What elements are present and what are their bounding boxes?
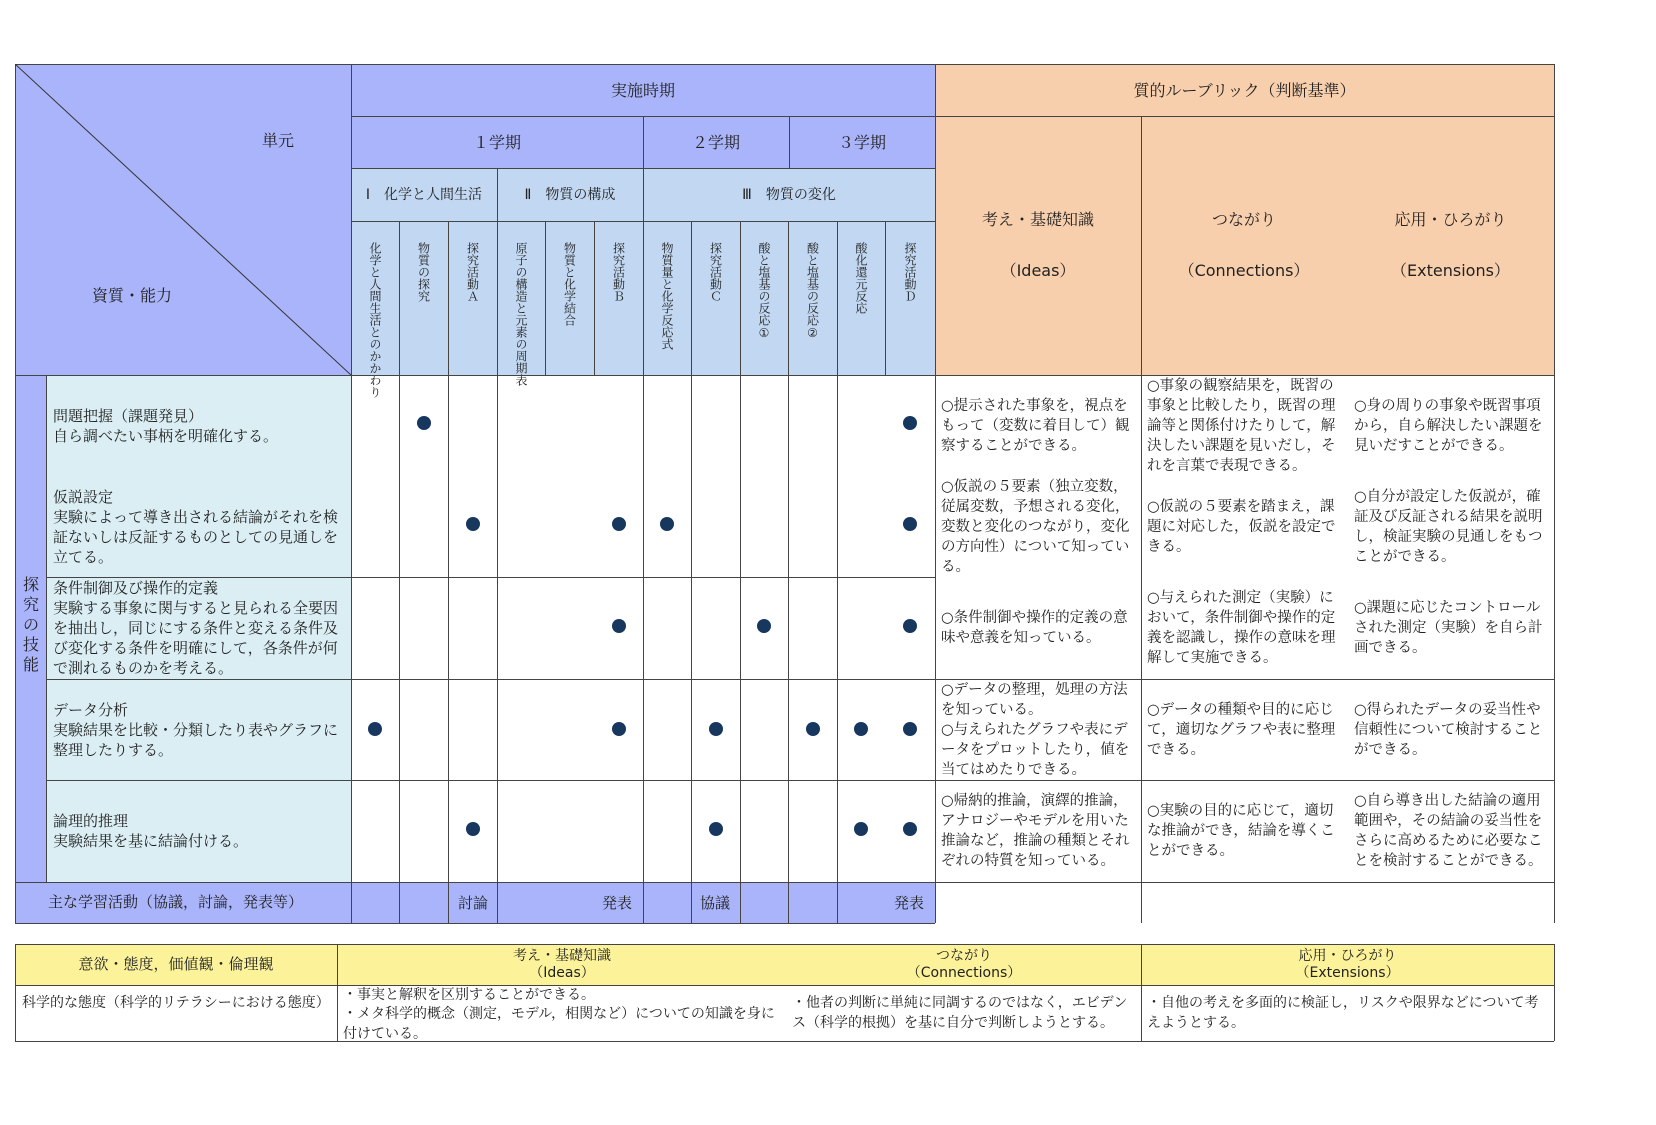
- unit-1: Ⅰ 化学と人間生活: [351, 168, 497, 221]
- dot-marker: [417, 416, 431, 430]
- topic-label: 物質と化学結合: [562, 242, 577, 326]
- grid-line: [351, 116, 1554, 117]
- topic-label: 物質量と化学反応式: [660, 242, 674, 350]
- grid-line: [46, 375, 47, 882]
- skill-title: データ分析: [53, 700, 129, 719]
- dot-marker: [612, 517, 626, 531]
- dot-marker: [854, 822, 868, 836]
- rubric-col-connections: つながり （Connections）: [1178, 210, 1310, 280]
- rubric-connections: ○データの種類や目的に応じて，適切なグラフや表に整理できる。: [1147, 701, 1336, 758]
- rubric-connections: ○事象の観察結果を，既習の事象と比較したり，既習の理論等と関係付けたりして，解決したい課題を見いだし，それを言葉で表現できる。: [1147, 378, 1336, 474]
- topic-label: 探究活動Ｃ: [708, 242, 723, 302]
- grid-line: [643, 375, 644, 923]
- topic-label: 探究活動Ｄ: [903, 242, 917, 302]
- grid-line: [15, 923, 935, 924]
- attitude-ext: ・自他の考えを多面的に検証し，リスクや限界などについて考えようとする。: [1147, 995, 1539, 1031]
- grid-line: [837, 375, 838, 923]
- topic-label: 原子の構造と元素の周期表: [514, 242, 528, 386]
- unit-3: Ⅲ 物質の変化: [643, 168, 935, 221]
- ability-label: 資質・能力: [92, 286, 173, 305]
- term-1: １学期: [351, 116, 643, 168]
- rubric-ideas: ○仮説の５要素（独立変数，従属変数，予想される変化，変数と変化のつながり，変化の方向性）について知っている。: [941, 479, 1130, 575]
- grid-line: [789, 116, 790, 168]
- dot-marker: [368, 722, 382, 736]
- period-header: 実施時期: [351, 64, 935, 116]
- grid-line: [1141, 116, 1142, 923]
- grid-line: [935, 64, 936, 923]
- grid-line: [691, 375, 692, 923]
- grid-line: [837, 221, 838, 375]
- term-2: ２学期: [643, 116, 789, 168]
- rubric-extensions: ○身の周りの事象や既習事項から，自ら解決したい課題を見いだすことができる。: [1354, 398, 1543, 454]
- skill-desc: 自ら調べたい事柄を明確化する。: [53, 427, 279, 445]
- skill-desc: 実験結果を比較・分類したり表やグラフに整理したりする。: [53, 720, 339, 759]
- activity-presentation-d: 発表: [894, 894, 925, 912]
- skill-title: 仮説設定: [53, 488, 114, 506]
- term-3: ３学期: [789, 116, 935, 168]
- skill-row-desc: [53, 679, 347, 780]
- grid-line: [545, 221, 546, 375]
- skill-row-desc: [53, 780, 347, 882]
- grid-line: [643, 116, 644, 375]
- dot-marker: [466, 822, 480, 836]
- grid-line: [740, 375, 741, 923]
- dot-marker: [612, 722, 626, 736]
- grid-line: [15, 1041, 1554, 1042]
- skill-desc: 実験結果を基に結論付ける。: [53, 832, 249, 850]
- topic-label: 化学と人間生活とのかかわり: [368, 242, 382, 398]
- grid-line: [15, 944, 1554, 945]
- grid-line: [594, 221, 595, 375]
- dot-marker: [903, 517, 917, 531]
- grid-line: [337, 944, 338, 1041]
- attitude-conn: ・他者の判断に単純に同調するのではなく，エビデンス（科学的根拠）を基に自分で判断しようとする。: [792, 995, 1128, 1031]
- dot-marker: [466, 517, 480, 531]
- grid-line: [399, 375, 400, 923]
- unit-label: 単元: [262, 131, 295, 150]
- dot-marker: [709, 722, 723, 736]
- activity-presentation-b: 発表: [602, 894, 633, 912]
- grid-line: [46, 577, 935, 578]
- skill-row-desc: [53, 375, 347, 477]
- topic-label: 酸と塩基の反応①: [757, 242, 771, 340]
- skill-row-desc: [53, 577, 347, 679]
- dot-marker: [903, 619, 917, 633]
- grid-line: [1554, 64, 1555, 923]
- dot-marker: [854, 722, 868, 736]
- skill-title: 論理的推理: [53, 812, 129, 830]
- dot-marker: [612, 619, 626, 633]
- grid-line: [15, 944, 16, 1041]
- corner-diagonal: [15, 64, 351, 375]
- topic-label: 物質の探究: [416, 242, 431, 302]
- topic-label: 酸化還元反応: [854, 242, 868, 314]
- grid-line: [691, 221, 692, 375]
- grid-line: [885, 221, 886, 375]
- attitude-ideas-1: ・事実と解釈を区別することができる。: [343, 987, 595, 1003]
- grid-line: [1554, 944, 1555, 1041]
- dot-marker: [903, 722, 917, 736]
- grid-line: [46, 679, 1554, 680]
- activity-debate: 討論: [458, 894, 489, 912]
- rubric-ideas: ○データの整理，処理の方法を知っている。 ○与えられたグラフや表にデータをプロットしたり，値を当てはめたりできる。: [941, 681, 1130, 778]
- attitude-head: 意欲・態度，価値観・倫理観: [78, 955, 274, 973]
- grid-line: [1141, 944, 1142, 1041]
- grid-line: [448, 375, 449, 923]
- topic-label: 探究活動Ｂ: [611, 242, 626, 302]
- rubric-extensions: ○得られたデータの妥当性や信頼性について検討することができる。: [1354, 701, 1543, 758]
- rubric-extensions: ○自分が設定した仮説が，確証及び反証される結果を説明し，検証実験の見通しをもつことができる。: [1354, 489, 1543, 565]
- unit-2: Ⅱ 物質の構成: [497, 168, 643, 221]
- grid-line: [788, 375, 789, 923]
- skill-title: 条件制御及び操作的定義: [53, 579, 219, 597]
- topic-label: 探究活動Ａ: [465, 242, 480, 302]
- dot-marker: [903, 822, 917, 836]
- dot-marker: [709, 822, 723, 836]
- grid-line: [351, 64, 352, 923]
- grid-line: [15, 882, 1554, 883]
- rubric-connections: ○与えられた測定（実験）において，条件制御や操作的定義を認識し，操作の意味を理解して実施できる。: [1147, 590, 1336, 666]
- activity-discussion: 協議: [700, 894, 731, 912]
- grid-line: [46, 780, 1554, 781]
- attitude-ideas-2: ・メタ科学的概念（測定，モデル，相関など）についての知識を身に付けている。: [343, 1006, 775, 1042]
- dot-marker: [903, 416, 917, 430]
- rubric-header: 質的ルーブリック（判断基準）: [935, 64, 1554, 116]
- skill-group-label: 探究の技能: [22, 575, 39, 674]
- rubric-ideas: ○帰納的推論，演繹的推論，アナロジーやモデルを用いた推論など，推論の種類とそれぞれの特質を知っている。: [941, 793, 1130, 869]
- skill-title: 問題把握（課題発見）: [53, 407, 204, 425]
- grid-line: [740, 221, 741, 375]
- skill-desc: 実験によって導き出される結論がそれを検証ないしは反証するものとしての見通しを立てる。: [53, 508, 339, 566]
- dot-marker: [660, 517, 674, 531]
- grid-line: [497, 375, 498, 923]
- rubric-ideas: ○条件制御や操作的定義の意味や意義を知っている。: [941, 610, 1128, 646]
- rubric-col-ideas: 考え・基礎知識 （Ideas）: [981, 210, 1094, 280]
- skill-row-desc: [53, 477, 347, 577]
- grid-line: [399, 221, 400, 375]
- rubric-connections: ○仮説の５要素を踏まえ，課題に対応した，仮説を設定できる。: [1147, 499, 1336, 555]
- grid-line: [788, 221, 789, 375]
- topic-label: 酸と塩基の反応②: [805, 242, 820, 340]
- grid-line: [15, 375, 1554, 376]
- attitude-ideas-head: 考え・基礎知識 （Ideas）: [513, 947, 611, 981]
- rubric-connections: ○実験の目的に応じて，適切な推論ができ，結論を導くことができる。: [1147, 803, 1335, 859]
- attitude-row-label: 科学的な態度（科学的リテラシーにおける態度）: [22, 995, 330, 1011]
- rubric-ideas: ○提示された事象を，視点をもって（変数に着目して）観察することができる。: [941, 398, 1130, 454]
- dot-marker: [806, 722, 820, 736]
- rubric-extensions: ○自ら導き出した結論の適用範囲や，その結論の妥当性をさらに高めるために必要なことを検討することができる。: [1354, 793, 1543, 869]
- rubric-col-extensions: 応用・ひろがり （Extensions）: [1391, 210, 1510, 280]
- dot-marker: [757, 619, 771, 633]
- attitude-conn-head: つながり （Connections）: [906, 947, 1022, 981]
- attitude-ext-head: 応用・ひろがり （Extensions）: [1295, 947, 1400, 981]
- grid-line: [15, 985, 1554, 986]
- grid-line: [448, 221, 449, 375]
- grid-line: [497, 168, 498, 375]
- rubric-extensions: ○課題に応じたコントロールされた測定（実験）を自ら計画できる。: [1354, 600, 1543, 656]
- activities-label: 主な学習活動（協議，討論，発表等）: [48, 893, 304, 911]
- skill-desc: 実験する事象に関与すると見られる全要因を抽出し，同じにする条件と変える条件及び変化する条件を明確にして，各条件が何で測れるものかを考える。: [53, 599, 339, 677]
